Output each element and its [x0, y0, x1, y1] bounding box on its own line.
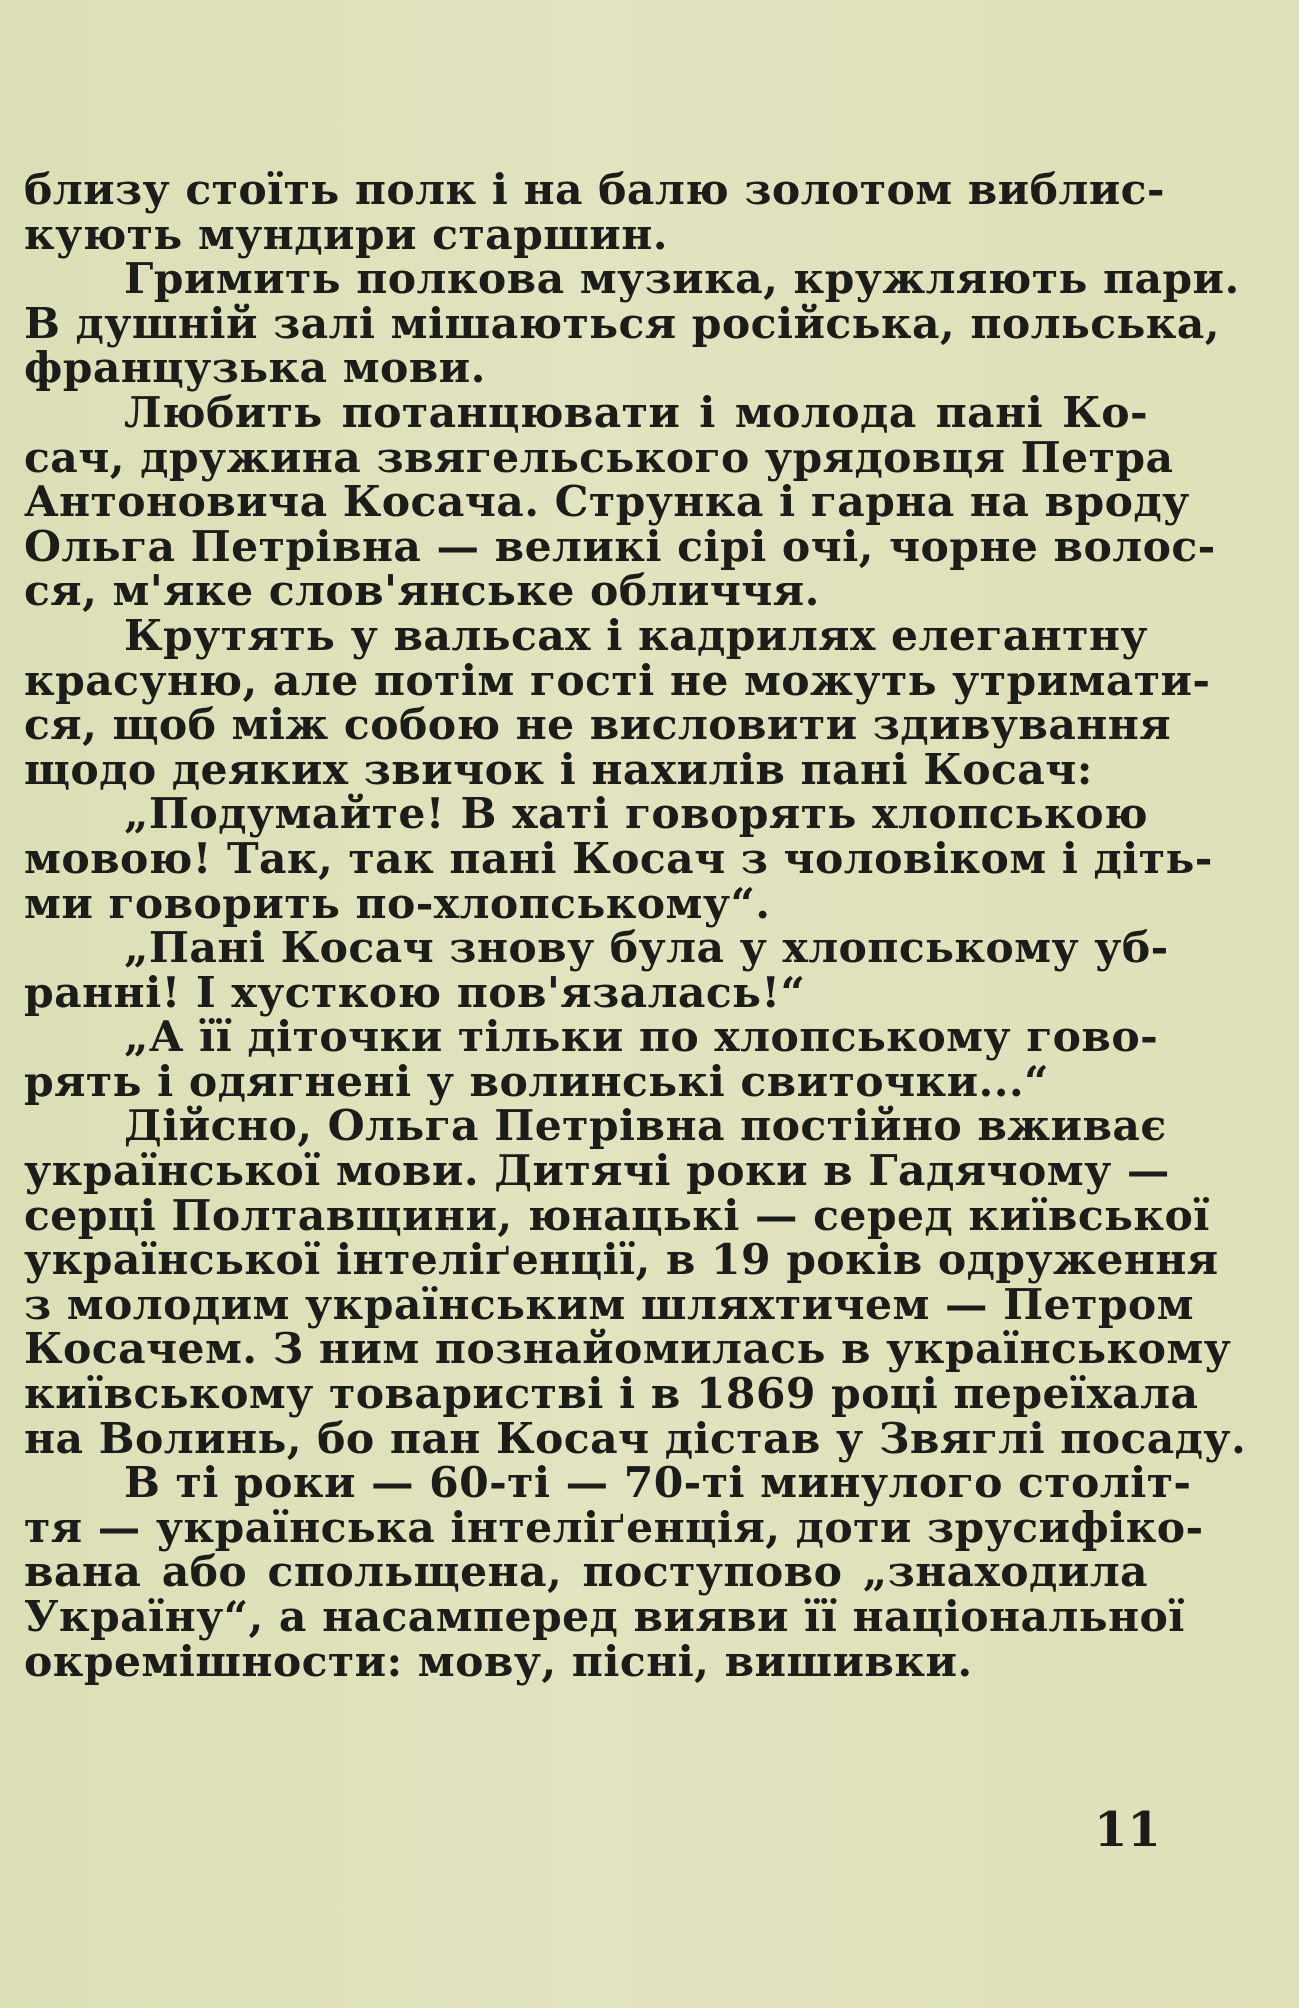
text-line: близу стоїть полк і на балю золотом виблис- [24, 165, 1165, 215]
text-line: тя — українська інтеліґенція, доти зрусифіко- [24, 1502, 1204, 1553]
text-line: ся, м'яке слов'янське обличчя. [24, 566, 820, 617]
text-line: „Пані Косач знову була у хлопському уб- [124, 923, 1169, 974]
text-line: ся, щоб між собою не висловити здивування [24, 700, 1172, 751]
body-text [24, 165, 1247, 1687]
text-line: Україну“, а насамперед вияви її національної [24, 1592, 1185, 1642]
text-line: Антоновича Косача. Струнка і гарна на вроду [24, 477, 1190, 528]
text-line: сач, дружина звягельського урядовця Петра [24, 432, 1174, 483]
text-line: ми говорить по-хлопському“. [24, 878, 771, 929]
text-line: серці Полтавщини, юнацькі — серед київської [24, 1190, 1210, 1241]
text-line: Дійсно, Ольга Петрівна постійно вживає [124, 1101, 1167, 1152]
text-line: В ті роки — 60-ті — 70-ті минулого століт- [124, 1458, 1192, 1509]
text-line: вана або спольщена, поступово „знаходила [24, 1547, 1148, 1598]
text-line: мовою! Так, так пані Косач з чоловіком і діть- [24, 833, 1213, 884]
text-line: французька мови. [24, 343, 486, 394]
text-line: кують мундири старшин. [24, 209, 668, 260]
text-line: Ольга Петрівна — великі сірі очі, чорне волос- [24, 521, 1216, 572]
text-line: Косачем. З ним познайомилась в українському [24, 1324, 1232, 1375]
page-number: 11 [1094, 1802, 1161, 1858]
text-line: щодо деяких звичок і нахилів пані Косач: [24, 744, 1093, 795]
text-line: ранні! І хусткою пов'язалась!“ [24, 967, 806, 1018]
text-line: „Подумайте! В хаті говорять хлопською [124, 789, 1148, 840]
text-line: української мови. Дитячі роки в Гадячому — [24, 1146, 1170, 1197]
text-line: В душній залі мішаються російська, польська, [24, 298, 1220, 349]
text-line: Любить потанцювати і молода пані Ко- [124, 387, 1148, 438]
text-line: Гримить полкова музика, кружляють пари. [124, 254, 1240, 305]
text-line: рять і одягнені у волинські свиточки...“ [24, 1056, 1049, 1107]
text-line: на Волинь, бо пан Косач дістав у Звяглі посаду. [24, 1413, 1247, 1464]
text-line: української інтеліґенції, в 19 років одруження [24, 1235, 1219, 1286]
text-line: Крутять у вальсах і кадрилях елегантну [124, 610, 1148, 661]
text-line: з молодим українським шляхтичем — Петром [24, 1279, 1194, 1330]
text-line: красуню, але потім гості не можуть утримати- [24, 655, 1211, 706]
text-line: окремішности: мову, пісні, вишивки. [24, 1636, 973, 1687]
text-line: „А її діточки тільки по хлопському гово- [124, 1012, 1159, 1063]
text-line: київському товаристві і в 1869 році переїхала [24, 1369, 1199, 1420]
